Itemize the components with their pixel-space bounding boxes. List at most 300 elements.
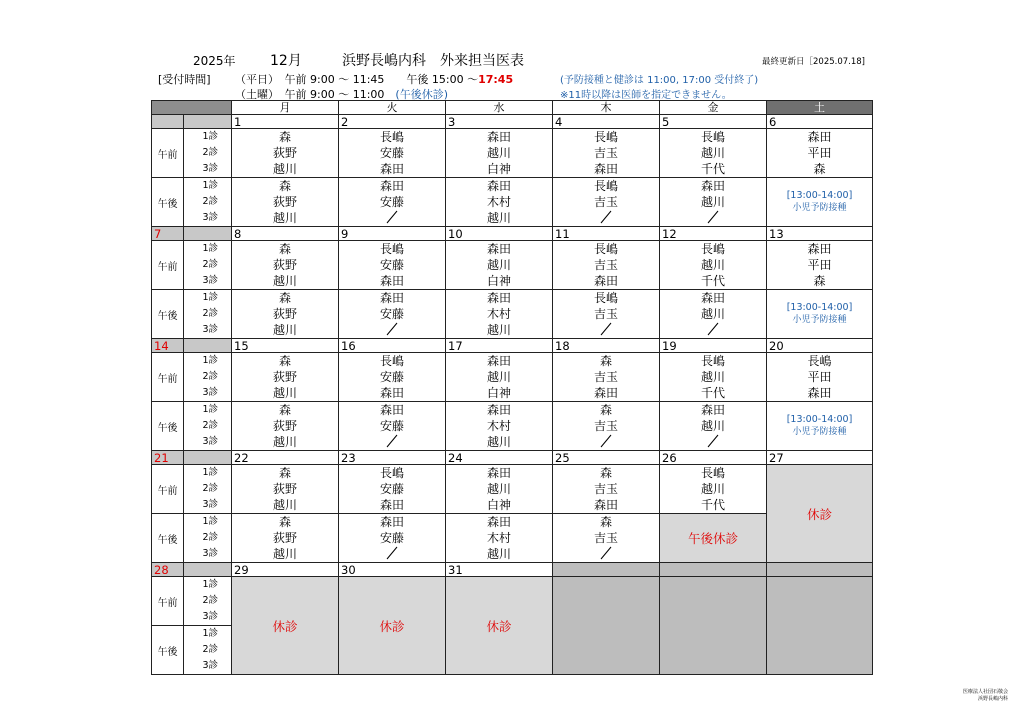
doctor-name: 越川 xyxy=(272,435,297,449)
date-cell: 26 xyxy=(660,451,767,465)
doctor-name: 木村 xyxy=(486,307,511,321)
slot-label: 1診 xyxy=(202,243,218,254)
doctor-name: 越川 xyxy=(486,258,511,272)
doctor-name: 森 xyxy=(599,466,612,480)
week-date-row xyxy=(152,563,873,577)
doctor-cell xyxy=(446,514,553,563)
vaccine-cell xyxy=(767,178,873,227)
vaccine-time: [13:00-14:00] xyxy=(786,414,853,425)
doctor-name: 森 xyxy=(813,162,826,176)
doctor-name: 森田 xyxy=(379,498,404,512)
doctor-name: 森 xyxy=(278,291,291,305)
date-cell: 6 xyxy=(767,115,873,129)
slot-labels xyxy=(184,353,232,402)
weekday-label: 木 xyxy=(553,101,660,115)
slot-label: 1診 xyxy=(202,404,218,415)
slot-label: 1診 xyxy=(202,628,218,639)
afternoon-row xyxy=(152,514,873,563)
morning-row xyxy=(152,241,873,290)
doctor-cell xyxy=(339,514,446,563)
no-doctor-slash xyxy=(553,322,659,338)
doctor-name: 千代 xyxy=(700,498,725,512)
doctor-name: 長嶋 xyxy=(593,179,618,193)
date-cell: 18 xyxy=(553,339,660,353)
doctor-cell xyxy=(232,514,339,563)
vaccine-cell xyxy=(767,290,873,339)
doctor-name: 長嶋 xyxy=(379,242,404,256)
week-date-row xyxy=(152,339,873,353)
slot-label: 2診 xyxy=(202,420,218,431)
doctor-name: 越川 xyxy=(272,162,297,176)
doctor-name: 森 xyxy=(278,130,291,144)
date-cell: 9 xyxy=(339,227,446,241)
slot-labels xyxy=(184,129,232,178)
doctor-name: 千代 xyxy=(700,274,725,288)
doctor-name: 長嶋 xyxy=(700,130,725,144)
doctor-name: 越川 xyxy=(486,146,511,160)
slot-label: 1診 xyxy=(202,355,218,366)
doctor-cell xyxy=(767,241,873,290)
date-cell: 29 xyxy=(232,563,339,577)
closed-label: 休診 xyxy=(486,618,512,634)
doctor-name: 荻野 xyxy=(272,307,297,321)
date-cell: 22 xyxy=(232,451,339,465)
nomination-note: ※11時以降は医師を指定できません。 xyxy=(560,90,732,101)
doctor-cell xyxy=(232,241,339,290)
doctor-cell xyxy=(232,290,339,339)
doctor-name: 木村 xyxy=(486,195,511,209)
no-doctor-slash xyxy=(553,434,659,450)
slot-label: 1診 xyxy=(202,131,218,142)
doctor-name: 森田 xyxy=(486,515,511,529)
morning-row xyxy=(152,465,873,514)
slot-label: 3診 xyxy=(202,548,218,559)
doctor-name: 荻野 xyxy=(272,195,297,209)
doctor-cell xyxy=(446,178,553,227)
weekday-label: 金 xyxy=(660,101,767,115)
doctor-cell xyxy=(339,290,446,339)
slot-label: 3診 xyxy=(202,436,218,447)
doctor-name: 森田 xyxy=(807,130,832,144)
doctor-name: 荻野 xyxy=(272,531,297,545)
reception-label: [受付時間] xyxy=(158,73,211,86)
slot-labels xyxy=(184,241,232,290)
doctor-name: 吉玉 xyxy=(593,307,618,321)
doctor-name: 森田 xyxy=(486,179,511,193)
doctor-cell xyxy=(232,402,339,451)
doctor-name: 木村 xyxy=(486,419,511,433)
doctor-name: 越川 xyxy=(272,547,297,561)
doctor-name: 越川 xyxy=(700,370,725,384)
doctor-name: 越川 xyxy=(486,547,511,561)
sunday-date: 21 xyxy=(152,451,184,465)
vaccine-time: [13:00-14:00] xyxy=(786,302,853,313)
date-cell xyxy=(660,563,767,577)
closed-cell xyxy=(767,465,873,563)
date-cell: 30 xyxy=(339,563,446,577)
slot-label: 3診 xyxy=(202,660,218,671)
doctor-cell xyxy=(446,241,553,290)
doctor-cell xyxy=(767,353,873,402)
doctor-name: 長嶋 xyxy=(593,242,618,256)
date-cell: 31 xyxy=(446,563,553,577)
slot-label: 2診 xyxy=(202,308,218,319)
date-cell xyxy=(767,563,873,577)
doctor-name: 森 xyxy=(599,403,612,417)
doctor-name: 森 xyxy=(278,515,291,529)
footer-line-2: 浜野長嶋内科 xyxy=(977,696,1008,702)
doctor-name: 森田 xyxy=(700,291,725,305)
doctor-cell xyxy=(232,465,339,514)
afternoon-row xyxy=(152,402,873,451)
doctor-name: 越川 xyxy=(700,419,725,433)
closed-cell xyxy=(446,577,553,675)
doctor-name: 安藤 xyxy=(379,146,404,160)
last-updated: 最終更新日［2025.07.18] xyxy=(762,57,865,67)
doctor-name: 森田 xyxy=(593,274,618,288)
slot-label: 2診 xyxy=(202,532,218,543)
vaccine-label: 小児予防接種 xyxy=(792,203,847,213)
date-cell: 10 xyxy=(446,227,553,241)
date-cell: 1 xyxy=(232,115,339,129)
afternoon-closed-cell xyxy=(660,514,767,563)
no-doctor-slash xyxy=(339,546,445,562)
doctor-name: 越川 xyxy=(486,370,511,384)
doctor-name: 越川 xyxy=(700,307,725,321)
doctor-name: 森田 xyxy=(486,291,511,305)
saturday-hours-text: （土曜） 午前 9:00 〜 11:00 xyxy=(235,88,385,101)
date-row-spacer xyxy=(184,227,232,241)
no-doctor-slash xyxy=(553,210,659,226)
doctor-name: 吉玉 xyxy=(593,146,618,160)
doctor-name: 越川 xyxy=(700,482,725,496)
slot-labels xyxy=(184,402,232,451)
doctor-name: 森田 xyxy=(486,130,511,144)
doctor-cell xyxy=(660,465,767,514)
doctor-name: 長嶋 xyxy=(807,354,832,368)
doctor-name: 安藤 xyxy=(379,370,404,384)
doctor-cell xyxy=(553,129,660,178)
sunday-date: 14 xyxy=(152,339,184,353)
empty-day-cell xyxy=(660,577,767,675)
doctor-cell xyxy=(446,402,553,451)
doctor-name: 吉玉 xyxy=(593,370,618,384)
no-doctor-slash xyxy=(339,322,445,338)
slot-label: 3診 xyxy=(202,499,218,510)
doctor-name: 森田 xyxy=(486,354,511,368)
no-doctor-slash xyxy=(660,210,766,226)
doctor-name: 越川 xyxy=(700,195,725,209)
doctor-cell xyxy=(446,353,553,402)
doctor-name: 荻野 xyxy=(272,370,297,384)
doctor-name: 平田 xyxy=(807,146,832,160)
doctor-cell xyxy=(660,402,767,451)
slot-label: 2診 xyxy=(202,196,218,207)
doctor-name: 森田 xyxy=(379,162,404,176)
closed-label: 休診 xyxy=(806,506,832,522)
doctor-name: 越川 xyxy=(486,482,511,496)
afternoon-label: 午後 xyxy=(152,626,184,675)
weekday-label: 土 xyxy=(767,101,873,115)
doctor-cell xyxy=(660,241,767,290)
date-cell: 23 xyxy=(339,451,446,465)
date-cell: 20 xyxy=(767,339,873,353)
morning-row xyxy=(152,353,873,402)
doctor-name: 越川 xyxy=(486,323,511,337)
slot-labels xyxy=(184,290,232,339)
schedule-table xyxy=(151,100,873,675)
doctor-cell xyxy=(553,290,660,339)
doctor-cell xyxy=(660,290,767,339)
weekday-hours xyxy=(235,71,513,87)
footer-line-1: 医療法人社団石敬会 xyxy=(962,689,1008,695)
doctor-name: 長嶋 xyxy=(700,466,725,480)
slot-label: 2診 xyxy=(202,644,218,655)
morning-row xyxy=(152,577,873,626)
date-cell: 12 xyxy=(660,227,767,241)
doctor-name: 越川 xyxy=(272,211,297,225)
weekday-hours-text: （平日） 午前 9:00 〜 11:45 午後 15:00 〜 xyxy=(235,73,479,86)
doctor-name: 長嶋 xyxy=(593,130,618,144)
afternoon-label: 午後 xyxy=(152,514,184,563)
doctor-name: 森田 xyxy=(379,179,404,193)
date-cell: 19 xyxy=(660,339,767,353)
doctor-name: 越川 xyxy=(486,211,511,225)
no-doctor-slash xyxy=(339,210,445,226)
doctor-name: 森 xyxy=(813,274,826,288)
afternoon-label: 午後 xyxy=(152,402,184,451)
doctor-name: 森田 xyxy=(379,274,404,288)
closed-cell xyxy=(232,577,339,675)
doctor-name: 森田 xyxy=(593,498,618,512)
morning-label: 午前 xyxy=(152,465,184,514)
doctor-name: 森田 xyxy=(807,242,832,256)
doctor-name: 森田 xyxy=(379,386,404,400)
slot-label: 2診 xyxy=(202,483,218,494)
closed-label: 休診 xyxy=(379,618,405,634)
doctor-cell xyxy=(339,353,446,402)
doctor-name: 越川 xyxy=(486,435,511,449)
slot-label: 1診 xyxy=(202,467,218,478)
doctor-name: 越川 xyxy=(700,146,725,160)
week-date-row xyxy=(152,451,873,465)
doctor-name: 長嶋 xyxy=(700,242,725,256)
doctor-cell xyxy=(553,353,660,402)
clinic-title: 浜野長嶋内科 外来担当医表 xyxy=(342,53,524,69)
date-cell: 2 xyxy=(339,115,446,129)
doctor-name: 安藤 xyxy=(379,531,404,545)
doctor-name: 吉玉 xyxy=(593,531,618,545)
schedule-month: 12月 xyxy=(270,53,302,69)
doctor-name: 森田 xyxy=(379,515,404,529)
doctor-name: 越川 xyxy=(272,498,297,512)
doctor-name: 荻野 xyxy=(272,146,297,160)
slot-labels xyxy=(184,577,232,626)
date-row-spacer xyxy=(184,339,232,353)
afternoon-row xyxy=(152,178,873,227)
vaccine-cell xyxy=(767,402,873,451)
doctor-cell xyxy=(232,129,339,178)
doctor-cell xyxy=(339,129,446,178)
date-cell: 24 xyxy=(446,451,553,465)
doctor-name: 白神 xyxy=(486,386,511,400)
no-doctor-slash xyxy=(660,322,766,338)
weekday-label: 水 xyxy=(446,101,553,115)
vaccine-time: [13:00-14:00] xyxy=(786,190,853,201)
date-cell: 27 xyxy=(767,451,873,465)
doctor-name: 越川 xyxy=(272,386,297,400)
doctor-name: 白神 xyxy=(486,498,511,512)
doctor-name: 森 xyxy=(599,354,612,368)
date-cell: 16 xyxy=(339,339,446,353)
doctor-cell xyxy=(232,353,339,402)
doctor-name: 長嶋 xyxy=(379,130,404,144)
no-doctor-slash xyxy=(339,434,445,450)
slot-label: 2診 xyxy=(202,147,218,158)
slot-label: 3診 xyxy=(202,387,218,398)
doctor-name: 長嶋 xyxy=(700,354,725,368)
week-date-row xyxy=(152,115,873,129)
doctor-name: 森 xyxy=(278,403,291,417)
doctor-cell xyxy=(446,129,553,178)
doctor-cell xyxy=(553,514,660,563)
doctor-name: 白神 xyxy=(486,162,511,176)
weekday-end-time: 17:45 xyxy=(478,73,514,86)
slot-label: 2診 xyxy=(202,371,218,382)
doctor-cell xyxy=(446,465,553,514)
doctor-name: 森田 xyxy=(593,386,618,400)
date-row-spacer xyxy=(184,451,232,465)
afternoon-label: 午後 xyxy=(152,290,184,339)
slot-label: 3診 xyxy=(202,275,218,286)
vaccine-label: 小児予防接種 xyxy=(792,315,847,325)
slot-label: 1診 xyxy=(202,180,218,191)
sunday-date xyxy=(152,115,184,129)
date-cell: 5 xyxy=(660,115,767,129)
morning-label: 午前 xyxy=(152,577,184,626)
doctor-name: 千代 xyxy=(700,386,725,400)
doctor-name: 安藤 xyxy=(379,482,404,496)
date-cell: 8 xyxy=(232,227,339,241)
doctor-name: 安藤 xyxy=(379,195,404,209)
doctor-name: 森田 xyxy=(486,242,511,256)
slot-label: 3診 xyxy=(202,324,218,335)
doctor-name: 森 xyxy=(278,354,291,368)
afternoon-closed-label: 午後休診 xyxy=(687,531,738,546)
schedule-grid xyxy=(151,100,872,674)
slot-label: 2診 xyxy=(202,595,218,606)
doctor-cell xyxy=(339,465,446,514)
vaccine-label: 小児予防接種 xyxy=(792,427,847,437)
doctor-cell xyxy=(553,178,660,227)
slot-label: 3診 xyxy=(202,611,218,622)
no-doctor-slash xyxy=(553,546,659,562)
slot-label: 3診 xyxy=(202,163,218,174)
doctor-cell xyxy=(339,178,446,227)
doctor-name: 吉玉 xyxy=(593,419,618,433)
doctor-name: 平田 xyxy=(807,370,832,384)
doctor-cell xyxy=(553,465,660,514)
doctor-cell xyxy=(446,290,553,339)
weekday-label: 火 xyxy=(339,101,446,115)
doctor-name: 森 xyxy=(599,515,612,529)
morning-label: 午前 xyxy=(152,129,184,178)
date-cell: 17 xyxy=(446,339,553,353)
doctor-name: 長嶋 xyxy=(593,291,618,305)
slot-labels xyxy=(184,626,232,675)
date-cell: 25 xyxy=(553,451,660,465)
doctor-name: 森田 xyxy=(700,403,725,417)
doctor-name: 長嶋 xyxy=(379,466,404,480)
doctor-name: 森田 xyxy=(807,386,832,400)
slot-label: 1診 xyxy=(202,516,218,527)
doctor-name: 吉玉 xyxy=(593,258,618,272)
doctor-cell xyxy=(339,241,446,290)
morning-label: 午前 xyxy=(152,241,184,290)
weekday-label: 月 xyxy=(232,101,339,115)
doctor-name: 荻野 xyxy=(272,258,297,272)
doctor-cell xyxy=(660,353,767,402)
date-row-spacer xyxy=(184,115,232,129)
date-row-spacer xyxy=(184,563,232,577)
doctor-name: 森田 xyxy=(486,403,511,417)
schedule-year: 2025年 xyxy=(193,54,236,68)
doctor-name: 森田 xyxy=(593,162,618,176)
doctor-name: 白神 xyxy=(486,274,511,288)
week-date-row xyxy=(152,227,873,241)
doctor-name: 平田 xyxy=(807,258,832,272)
doctor-name: 森 xyxy=(278,179,291,193)
doctor-name: 千代 xyxy=(700,162,725,176)
doctor-name: 森田 xyxy=(486,466,511,480)
doctor-name: 越川 xyxy=(272,323,297,337)
morning-row xyxy=(152,129,873,178)
doctor-name: 森 xyxy=(278,466,291,480)
slot-label: 1診 xyxy=(202,292,218,303)
date-cell xyxy=(553,563,660,577)
slot-label: 1診 xyxy=(202,579,218,590)
doctor-cell xyxy=(553,402,660,451)
empty-day-cell xyxy=(553,577,660,675)
date-cell: 15 xyxy=(232,339,339,353)
doctor-name: 安藤 xyxy=(379,258,404,272)
doctor-cell xyxy=(767,129,873,178)
slot-labels xyxy=(184,514,232,563)
sunday-date: 7 xyxy=(152,227,184,241)
doctor-name: 安藤 xyxy=(379,307,404,321)
weekday-header xyxy=(152,101,873,115)
doctor-cell xyxy=(232,178,339,227)
footer-org xyxy=(928,689,1008,703)
doctor-name: 森 xyxy=(278,242,291,256)
afternoon-label: 午後 xyxy=(152,178,184,227)
doctor-name: 吉玉 xyxy=(593,482,618,496)
doctor-cell xyxy=(553,241,660,290)
slot-labels xyxy=(184,178,232,227)
doctor-name: 安藤 xyxy=(379,419,404,433)
morning-label: 午前 xyxy=(152,353,184,402)
doctor-name: 越川 xyxy=(272,274,297,288)
doctor-name: 森田 xyxy=(700,179,725,193)
doctor-name: 荻野 xyxy=(272,482,297,496)
doctor-name: 吉玉 xyxy=(593,195,618,209)
sunday-date: 28 xyxy=(152,563,184,577)
doctor-name: 木村 xyxy=(486,531,511,545)
date-cell: 4 xyxy=(553,115,660,129)
afternoon-row xyxy=(152,290,873,339)
doctor-cell xyxy=(339,402,446,451)
saturday-note: (午後休診) xyxy=(395,88,448,101)
